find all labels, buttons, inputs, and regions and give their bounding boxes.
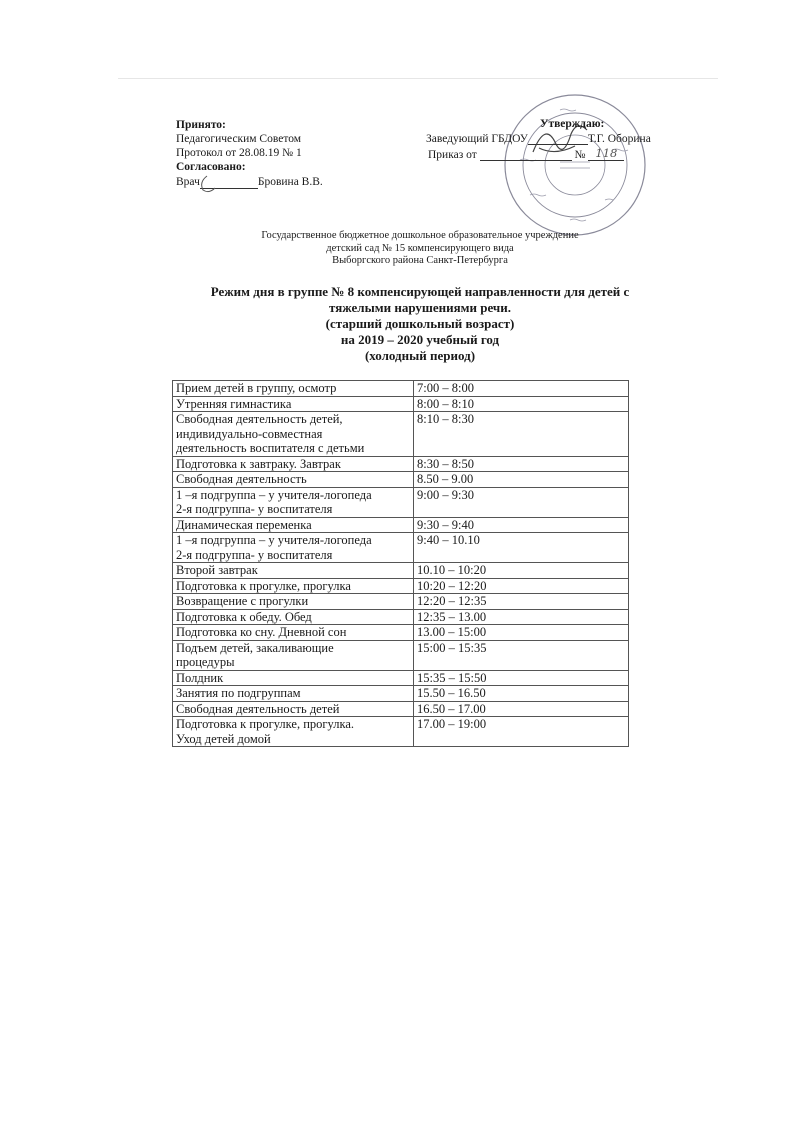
schedule-activity-cell <box>173 396 414 412</box>
schedule-activity-line: 1 –я подгруппа – у учителя-логопеда <box>176 487 372 502</box>
schedule-activity-cell <box>173 563 414 579</box>
schedule-activity-line: Полдник <box>176 670 224 685</box>
schedule-row <box>173 609 629 625</box>
schedule-activity-line: 1 –я подгруппа – у учителя-логопеда <box>176 533 372 547</box>
doctor-signature <box>195 168 235 198</box>
schedule-row <box>173 686 629 702</box>
schedule-activity-cell <box>173 609 414 625</box>
schedule-time-cell: 10.10 – 10:20 <box>414 563 629 579</box>
schedule-activity-line: процедуры <box>176 655 235 669</box>
title-line-3: (старший дошкольный возраст) <box>325 316 515 331</box>
schedule-activity-line: Утренняя гимнастика <box>176 396 292 411</box>
schedule-row <box>173 625 629 641</box>
schedule-row <box>173 578 629 594</box>
schedule-row <box>173 472 629 488</box>
schedule-row <box>173 381 629 397</box>
schedule-activity-cell <box>173 625 414 641</box>
schedule-activity-cell <box>173 472 414 488</box>
schedule-activity-line: деятельность воспитателя с детьми <box>176 441 365 455</box>
schedule-time-cell: 10:20 – 12:20 <box>414 578 629 594</box>
schedule-row <box>173 412 629 457</box>
institution-line-2: детский сад № 15 компенсирующего вида <box>326 242 514 254</box>
title-line-2: тяжелыми нарушениями речи. <box>329 300 511 315</box>
institution-line-3: Выборгского района Санкт-Петербурга <box>332 255 508 266</box>
schedule-activity-cell <box>173 701 414 717</box>
accepted-label: Принято: <box>176 119 226 131</box>
head-label: Заведующий ГБДОУ <box>426 133 528 145</box>
agreed-label: Согласовано: <box>176 161 246 173</box>
schedule-row <box>173 717 629 747</box>
schedule-time-cell: 8:30 – 8:50 <box>414 456 629 472</box>
document-title <box>150 284 690 364</box>
schedule-activity-line: Подъем детей, закаливающие <box>176 640 334 655</box>
schedule-row <box>173 456 629 472</box>
schedule-row <box>173 487 629 517</box>
schedule-activity-line: Второй завтрак <box>176 563 258 577</box>
schedule-activity-line: Подготовка к прогулке, прогулка. <box>176 717 355 731</box>
title-line-4: на 2019 – 2020 учебный год <box>340 332 500 347</box>
scan-edge-line <box>118 78 718 79</box>
schedule-time-cell: 8.50 – 9.00 <box>414 472 629 488</box>
institution-line-1: Государственное бюджетное дошкольное образовательное учреждение <box>261 230 579 241</box>
schedule-time-cell: 8:10 – 8:30 <box>414 412 629 457</box>
schedule-activity-line: Занятия по подгруппам <box>176 686 301 700</box>
schedule-row <box>173 563 629 579</box>
schedule-activity-cell <box>173 670 414 686</box>
schedule-row <box>173 396 629 412</box>
schedule-activity-cell <box>173 517 414 533</box>
schedule-activity-line: 2-я подгруппа- у воспитателя <box>176 502 333 516</box>
schedule-activity-line: Подготовка к завтраку. Завтрак <box>176 456 341 471</box>
schedule-time-cell: 12:20 – 12:35 <box>414 594 629 610</box>
order-date-line <box>480 148 572 161</box>
schedule-row <box>173 640 629 670</box>
doctor-name: Бровина В.В. <box>257 176 323 188</box>
schedule-activity-line: Подготовка к обеду. Обед <box>176 609 312 624</box>
title-line-1: Режим дня в группе № 8 компенсирующей направленности для детей с <box>210 284 630 299</box>
schedule-activity-cell <box>173 487 414 517</box>
schedule-time-cell: 17.00 – 19:00 <box>414 717 629 747</box>
head-name: Т.Г. Оборина <box>587 133 651 145</box>
schedule-row <box>173 533 629 563</box>
schedule-activity-cell <box>173 381 414 397</box>
schedule-time-cell: 16.50 – 17.00 <box>414 701 629 717</box>
schedule-table <box>172 380 629 747</box>
head-line <box>426 132 651 145</box>
title-line-5: (холодный период) <box>364 348 476 363</box>
schedule-table-body <box>173 381 629 747</box>
schedule-time-cell: 9:40 – 10.10 <box>414 533 629 563</box>
schedule-time-cell: 15:00 – 15:35 <box>414 640 629 670</box>
schedule-time-cell: 15.50 – 16.50 <box>414 686 629 702</box>
approved-label: Утверждаю: <box>540 118 605 130</box>
schedule-activity-line: индивидуально-совместная <box>176 426 323 441</box>
schedule-activity-line: Подготовка к прогулке, прогулка <box>176 578 351 593</box>
schedule-activity-cell <box>173 686 414 702</box>
schedule-time-cell: 12:35 – 13.00 <box>414 609 629 625</box>
order-number-label: № <box>574 149 586 161</box>
schedule-activity-cell <box>173 456 414 472</box>
order-number-hand: 118 <box>588 146 624 161</box>
schedule-activity-line: Свободная деятельность детей <box>176 701 340 716</box>
schedule-activity-cell <box>173 533 414 563</box>
schedule-activity-cell <box>173 412 414 457</box>
schedule-activity-line: 2-я подгруппа- у воспитателя <box>176 547 333 562</box>
council-line: Педагогическим Советом <box>176 133 302 145</box>
schedule-activity-cell <box>173 594 414 610</box>
schedule-activity-cell <box>173 578 414 594</box>
schedule-time-cell: 7:00 – 8:00 <box>414 381 629 397</box>
schedule-row <box>173 670 629 686</box>
schedule-time-cell: 9:00 – 9:30 <box>414 487 629 517</box>
schedule-row <box>173 701 629 717</box>
schedule-time-cell: 13.00 – 15:00 <box>414 625 629 641</box>
schedule-activity-line: Уход детей домой <box>176 731 271 746</box>
schedule-activity-cell <box>173 640 414 670</box>
schedule-activity-line: Свободная деятельность детей, <box>176 412 343 426</box>
schedule-activity-line: Прием детей в группу, осмотр <box>176 381 337 395</box>
schedule-activity-line: Подготовка ко сну. Дневной сон <box>176 625 347 639</box>
schedule-time-cell: 8:00 – 8:10 <box>414 396 629 412</box>
schedule-activity-line: Возвращение с прогулки <box>176 594 309 608</box>
institution-block <box>200 230 640 268</box>
schedule-time-cell: 9:30 – 9:40 <box>414 517 629 533</box>
order-label: Приказ от <box>428 149 477 161</box>
doctor-label: Врач <box>176 176 200 188</box>
order-line <box>428 146 624 161</box>
schedule-activity-cell <box>173 717 414 747</box>
schedule-time-cell: 15:35 – 15:50 <box>414 670 629 686</box>
head-signature-line <box>528 132 588 145</box>
schedule-row <box>173 594 629 610</box>
schedule-row <box>173 517 629 533</box>
schedule-activity-line: Свободная деятельность <box>176 472 307 486</box>
protocol-line: Протокол от 28.08.19 № 1 <box>176 147 302 159</box>
schedule-activity-line: Динамическая переменка <box>176 517 312 532</box>
